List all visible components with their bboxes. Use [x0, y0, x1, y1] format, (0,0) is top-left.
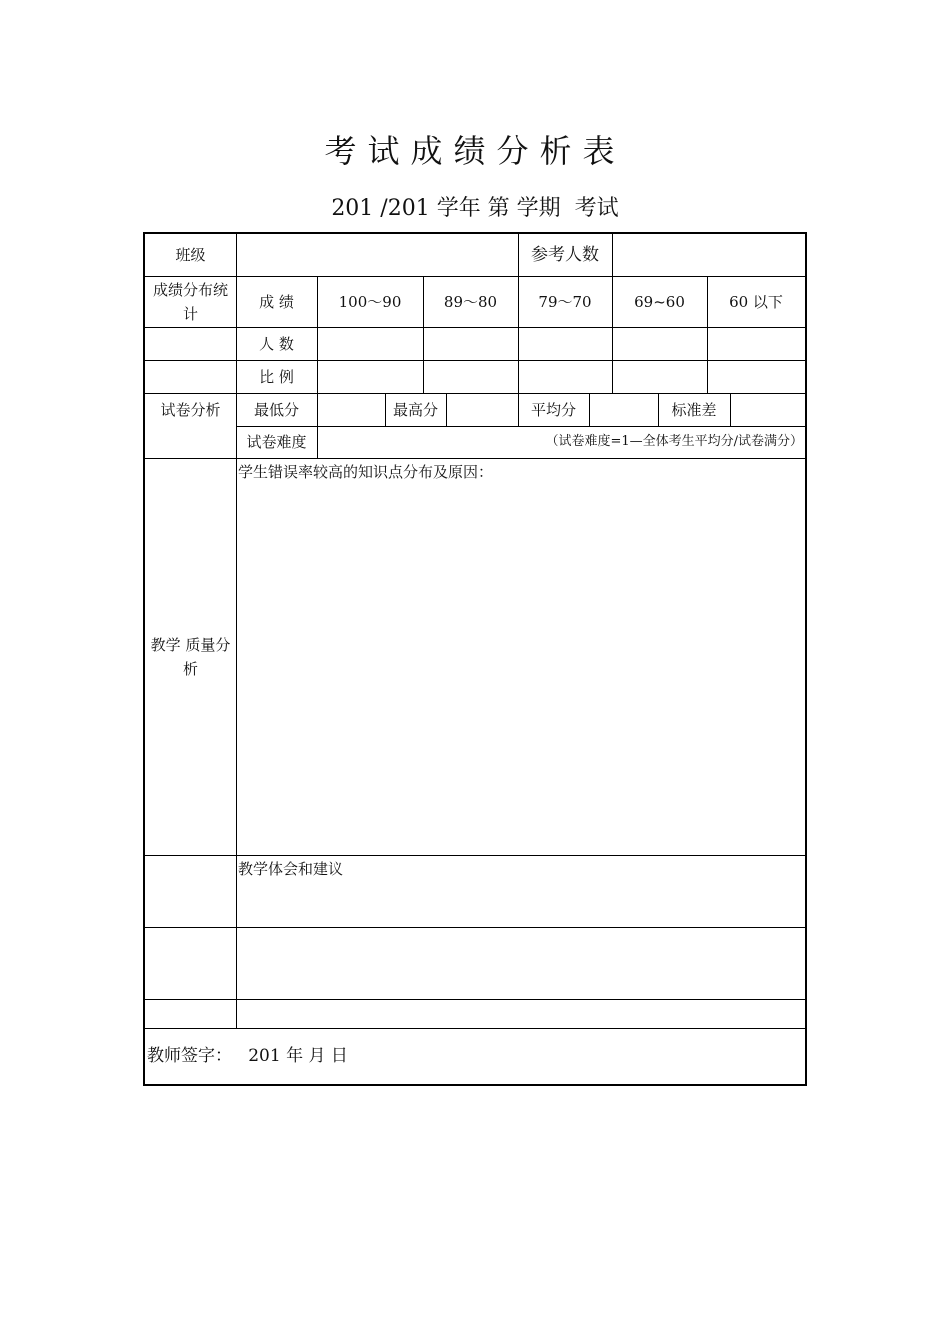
page-title: 考试成绩分析表: [324, 132, 626, 170]
ratio-label: 比 例: [259, 367, 294, 386]
score-label: 成 绩: [259, 292, 294, 311]
count-label: 人 数: [259, 334, 294, 353]
column-divider: [730, 393, 731, 426]
std-dev-label: 标准差: [671, 400, 717, 419]
average-score-label: 平均分: [530, 400, 576, 419]
difficulty-label: 试卷难度: [246, 433, 307, 451]
teacher-signature: 教师签字： 201 年 月 日: [147, 1046, 348, 1066]
max-score-label: 最高分: [392, 400, 438, 419]
participants-label: 参考人数: [531, 245, 599, 265]
range-79-70: 79～70: [538, 292, 592, 311]
range-below-60: 60 以下: [729, 292, 783, 311]
row-divider: [145, 927, 805, 928]
range-100-90: 100～90: [338, 292, 402, 311]
min-score-label: 最低分: [253, 400, 299, 419]
range-69-60: 69~60: [634, 292, 685, 311]
quality-analysis-label: 教学 质量分析: [150, 635, 231, 678]
difficulty-note: （试卷难度=1—全体考生平均分/试卷满分）: [545, 434, 803, 449]
column-divider: [446, 393, 447, 426]
error-points-label: 学生错误率较高的知识点分布及原因：: [238, 463, 494, 481]
experience-label: 教学体会和建议: [238, 860, 344, 878]
column-divider: [589, 393, 590, 426]
distribution-label: 成绩分布统计: [152, 280, 228, 323]
row-divider: [145, 999, 805, 1000]
paper-analysis-label: 试卷分析: [160, 400, 221, 419]
class-label: 班级: [175, 246, 206, 264]
analysis-table: [143, 232, 807, 1086]
range-89-80: 89～80: [443, 292, 498, 311]
column-divider: [612, 234, 613, 276]
page-subtitle: 201 /201 学年 第 学期 考试: [331, 196, 619, 221]
